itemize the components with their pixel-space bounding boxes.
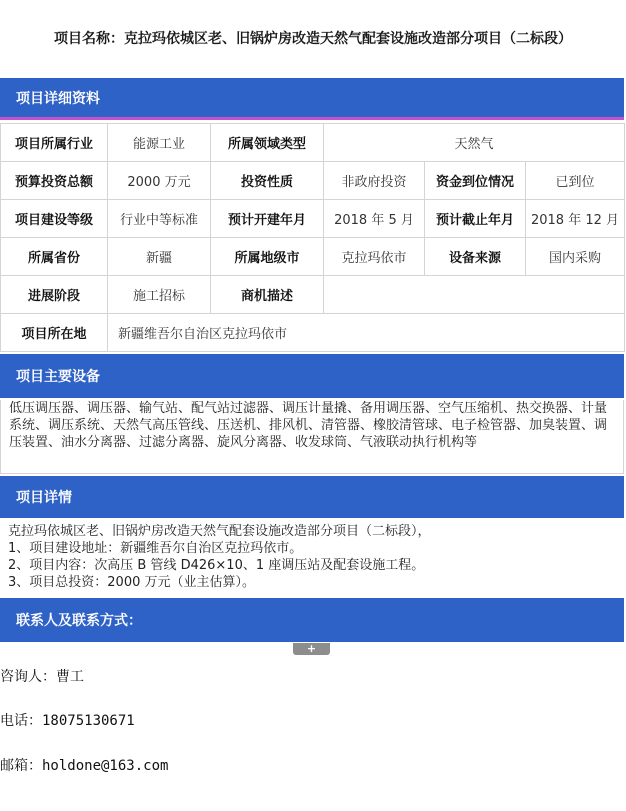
province-label: 所属省份 (1, 238, 108, 276)
project-line: 3、项目总投资：2000 万元（业主估算）。 (8, 575, 255, 590)
expand-toggle-button[interactable]: + (293, 643, 330, 655)
project-line: 克拉玛依城区老、旧锅炉房改造天然气配套设施改造部分项目（二标段）， (8, 524, 431, 539)
stage-label: 进展阶段 (1, 276, 108, 314)
table-row (1, 276, 625, 314)
project-details-text (0, 520, 624, 598)
equipment-list-text: 低压调压器、调压器、输气站、配气站过滤器、调压计量撬、备用调压器、空气压缩机、热交换器、计量系统、调压系统、天然气高压管线、压送机、排风机、清管器、橡胶清管球、电子检管器、加臭装置、调压装置、油水分离器、过滤分离器、旋风分离器、收发球筒、气液联动执行机构等 (0, 400, 624, 474)
grade-value: 行业中等标准 (108, 200, 211, 238)
opportunity-value (324, 276, 625, 314)
section-header-contact: 联系人及联系方式： (0, 598, 624, 642)
table-row (1, 238, 625, 276)
section-header-detail: 项目详细资料 (0, 78, 624, 120)
location-value: 新疆维吾尔自治区克拉玛依市 (108, 314, 625, 352)
funds-value: 已到位 (526, 162, 625, 200)
invest-value: 非政府投资 (324, 162, 425, 200)
source-label: 设备来源 (425, 238, 526, 276)
section-header-equipment: 项目主要设备 (0, 354, 624, 398)
start-label: 预计开建年月 (211, 200, 324, 238)
city-value: 克拉玛依市 (324, 238, 425, 276)
city-label: 所属地级市 (211, 238, 324, 276)
contact-person: 咨询人：曹工 (0, 669, 84, 685)
field-value: 天然气 (324, 124, 625, 162)
source-value: 国内采购 (526, 238, 625, 276)
table-row (1, 124, 625, 162)
funds-label: 资金到位情况 (425, 162, 526, 200)
project-line: 1、项目建设地址：新疆维吾尔自治区克拉玛依市。 (8, 541, 303, 556)
opportunity-label: 商机描述 (211, 276, 324, 314)
grade-label: 项目建设等级 (1, 200, 108, 238)
location-label: 项目所在地 (1, 314, 108, 352)
table-row (1, 200, 625, 238)
invest-label: 投资性质 (211, 162, 324, 200)
province-value: 新疆 (108, 238, 211, 276)
page-title: 项目名称：克拉玛依城区老、旧锅炉房改造天然气配套设施改造部分项目（二标段） (54, 31, 572, 47)
start-value: 2018 年 5 月 (324, 200, 425, 238)
industry-label: 项目所属行业 (1, 124, 108, 162)
contact-phone: 电话：18075130671 (0, 713, 135, 729)
table-row (1, 162, 625, 200)
contact-email: 邮箱：holdone@163.com (0, 758, 169, 774)
budget-value: 2000 万元 (108, 162, 211, 200)
project-info-table (0, 123, 625, 352)
section-header-project: 项目详情 (0, 476, 624, 518)
table-row (1, 314, 625, 352)
end-value: 2018 年 12 月 (526, 200, 625, 238)
budget-label: 预算投资总额 (1, 162, 108, 200)
stage-value: 施工招标 (108, 276, 211, 314)
end-label: 预计截止年月 (425, 200, 526, 238)
field-label: 所属领域类型 (211, 124, 324, 162)
project-line: 2、项目内容：次高压 B 管线 D426×10、1 座调压站及配套设施工程。 (8, 558, 425, 573)
industry-value: 能源工业 (108, 124, 211, 162)
